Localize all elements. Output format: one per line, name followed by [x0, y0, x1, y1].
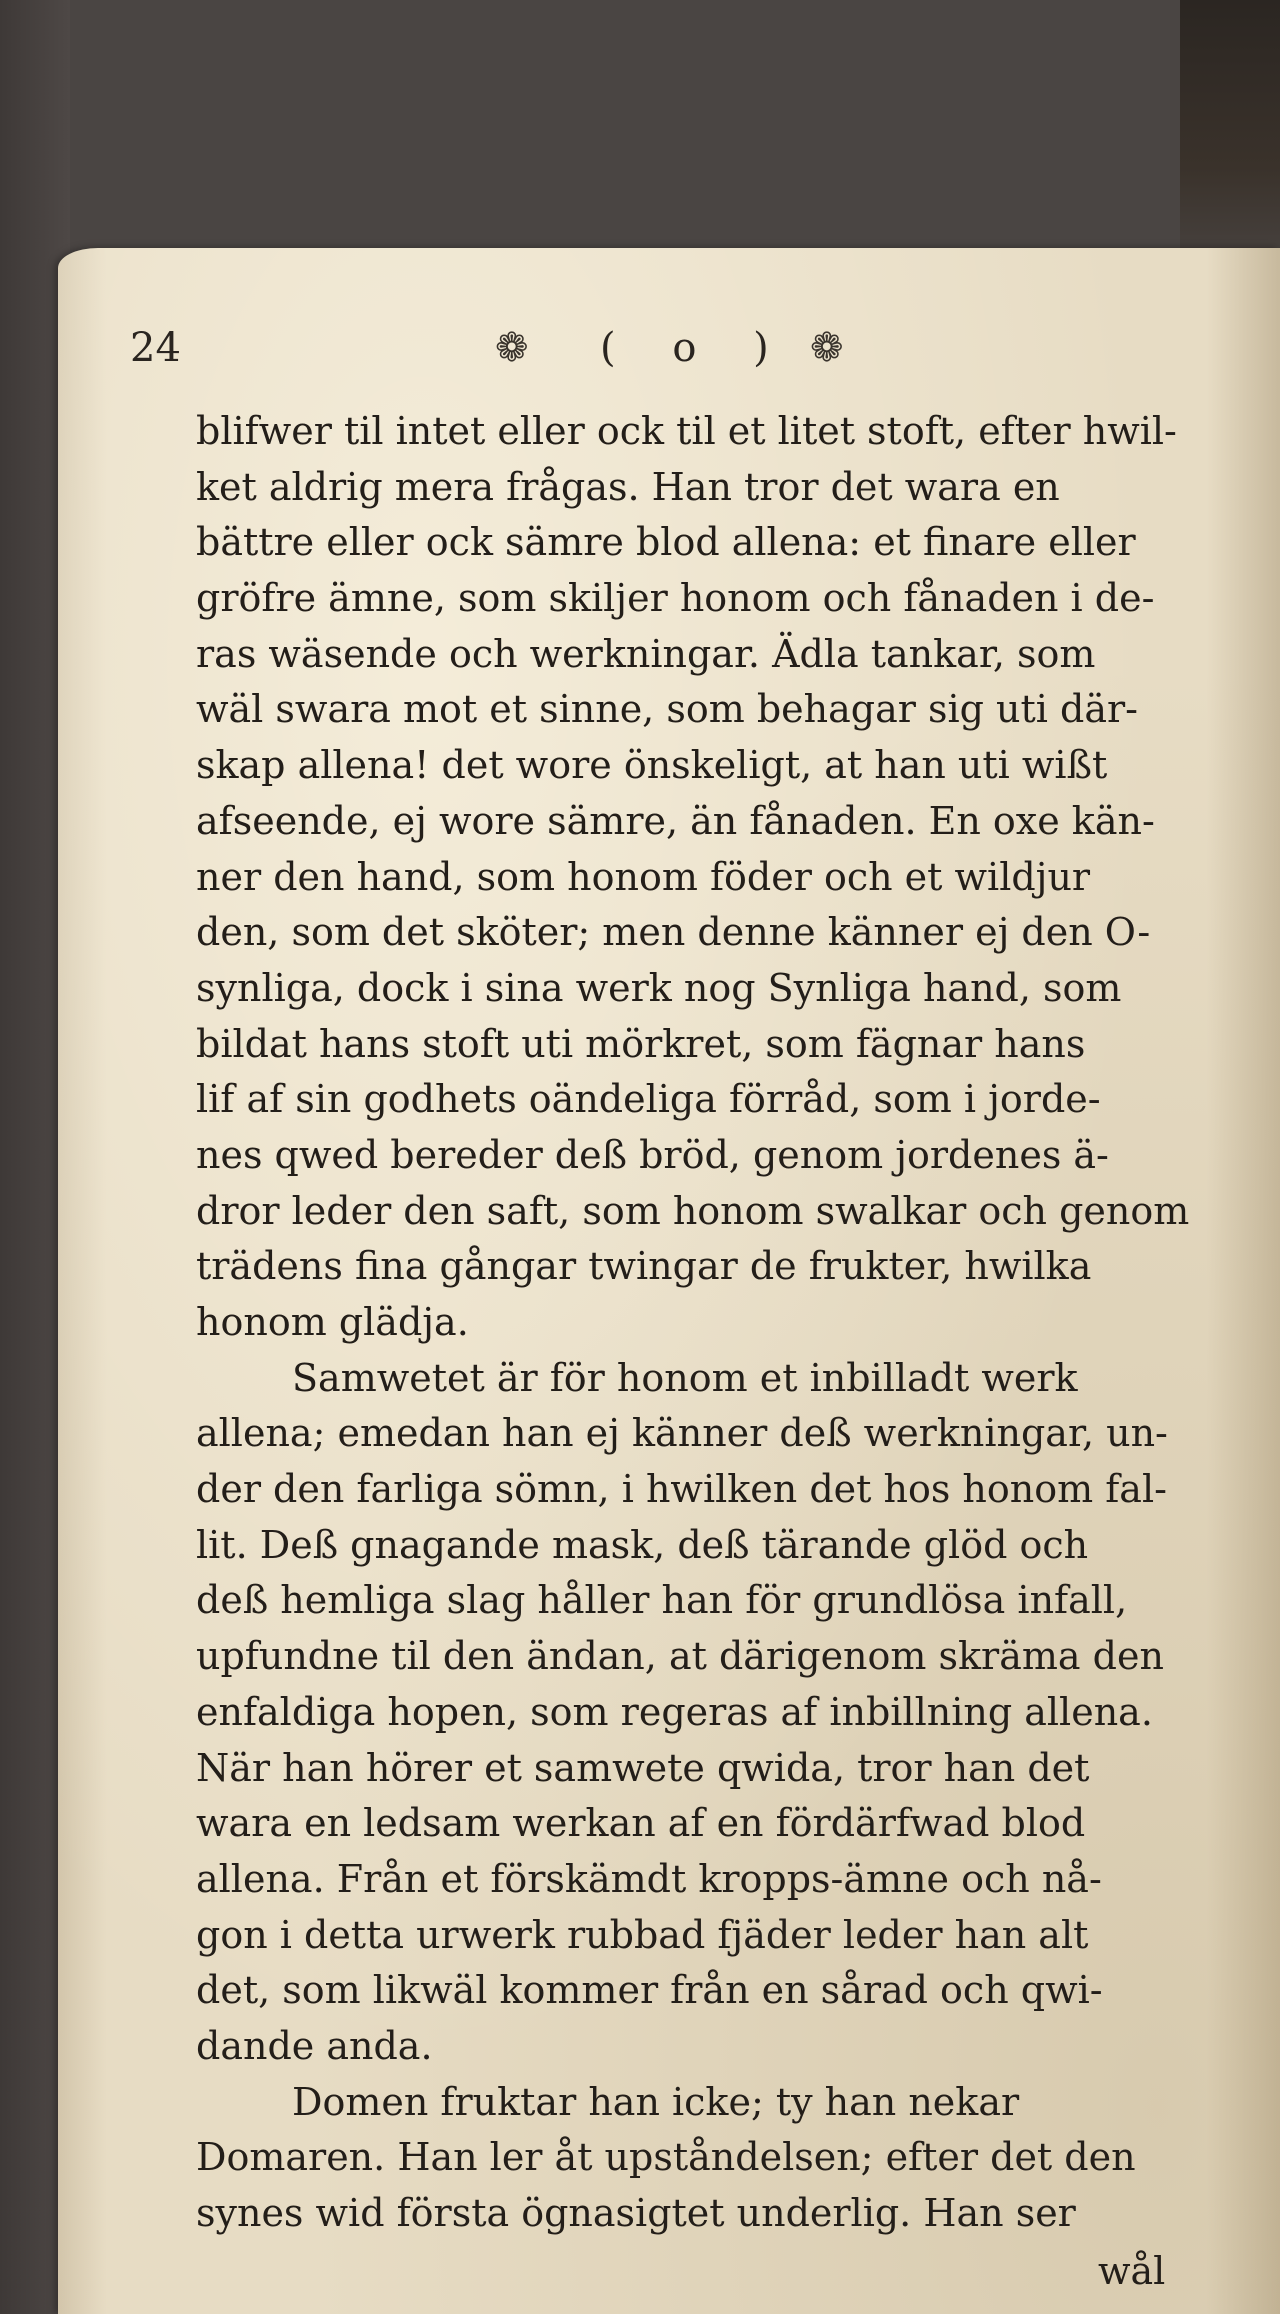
paragraph-start-line: Samwetet är för honom et inbilladt werk	[292, 1355, 1078, 1400]
text-line: ket aldrig mera frågas. Han tror det wara en	[196, 464, 1060, 509]
text-line: upfundne til den ändan, at därigenom skräma den	[196, 1634, 1164, 1679]
text-line: ner den hand, som honom föder och et wildjur	[196, 854, 1091, 899]
text-line: bättre eller ock sämre blod allena: et finare eller	[196, 520, 1136, 565]
text-line: synes wid första ögnasigtet underlig. Han ser	[196, 2191, 1076, 2235]
text-line: lit. Deß gnagande mask, deß tärande glöd och	[196, 1522, 1089, 1567]
text-line: När han hörer et samwete qwida, tror han det	[196, 1745, 1090, 1790]
text-line: ras wäsende och werkningar. Ädla tankar, som	[196, 631, 1096, 676]
paragraph-start-line: Domen fruktar han icke; ty han nekar	[292, 2079, 1020, 2124]
text-line: skap allena! det wore önskeligt, at han uti wißt	[196, 743, 1108, 788]
text-line: der den farliga sömn, i hwilken det hos honom fal-	[196, 1467, 1167, 1512]
text-line: afseende, ej wore sämre, än fånaden. En oxe kän-	[196, 798, 1155, 843]
header-ornament-right-icon: ❁	[810, 325, 844, 371]
text-line: gon i detta urwerk rubbad fjäder leder han alt	[196, 1912, 1089, 1957]
text-line: blifwer til intet eller ock til et litet stoft, efter hwil-	[196, 409, 1177, 453]
text-line: Domaren. Han ler åt upståndelsen; efter det den	[196, 2135, 1136, 2180]
text-line: den, som det sköter; men denne känner ej den O-	[196, 910, 1151, 955]
text-line: nes qwed bereder deß bröd, genom jordenes ä-	[196, 1132, 1109, 1177]
text-line: dande anda.	[196, 2023, 433, 2068]
header-center-mark: ( o )	[600, 325, 791, 371]
body-text	[196, 404, 1206, 2242]
page-number: 24	[130, 325, 181, 371]
text-line: lif af sin godhets oändeliga förråd, som i jorde-	[196, 1077, 1101, 1122]
text-line: trädens fina gångar twingar de frukter, hwilka	[196, 1244, 1092, 1289]
text-line: dror leder den saft, som honom swalkar och genom	[196, 1188, 1190, 1233]
text-line: allena; emedan han ej känner deß werkningar, un-	[196, 1411, 1168, 1456]
text-line: enfaldiga hopen, som regeras af inbillning allena.	[196, 1689, 1153, 1734]
text-line: bildat hans stoft uti mörkret, som fägnar hans	[196, 1021, 1086, 1066]
text-line: honom glädja.	[196, 1300, 469, 1344]
text-line: synliga, dock i sina werk nog Synliga hand, som	[196, 965, 1122, 1010]
text-line: allena. Från et förskämdt kropps-ämne och nå-	[196, 1856, 1102, 1901]
header-ornament-left-icon: ❁	[495, 325, 529, 371]
page-header	[130, 318, 890, 378]
text-line: wara en ledsam werkan af en fördärfwad blod	[196, 1801, 1086, 1846]
book-cover-edge	[1180, 0, 1280, 280]
text-line: wäl swara mot et sinne, som behagar sig uti där-	[196, 687, 1139, 732]
text-line: det, som likwäl kommer från en sårad och qwi-	[196, 1968, 1103, 2013]
text-line: gröfre ämne, som skiljer honom och fånaden i de-	[196, 576, 1155, 621]
catchword: wål	[1098, 2249, 1166, 2293]
text-line: deß hemliga slag håller han för grundlösa infall,	[196, 1578, 1128, 1623]
